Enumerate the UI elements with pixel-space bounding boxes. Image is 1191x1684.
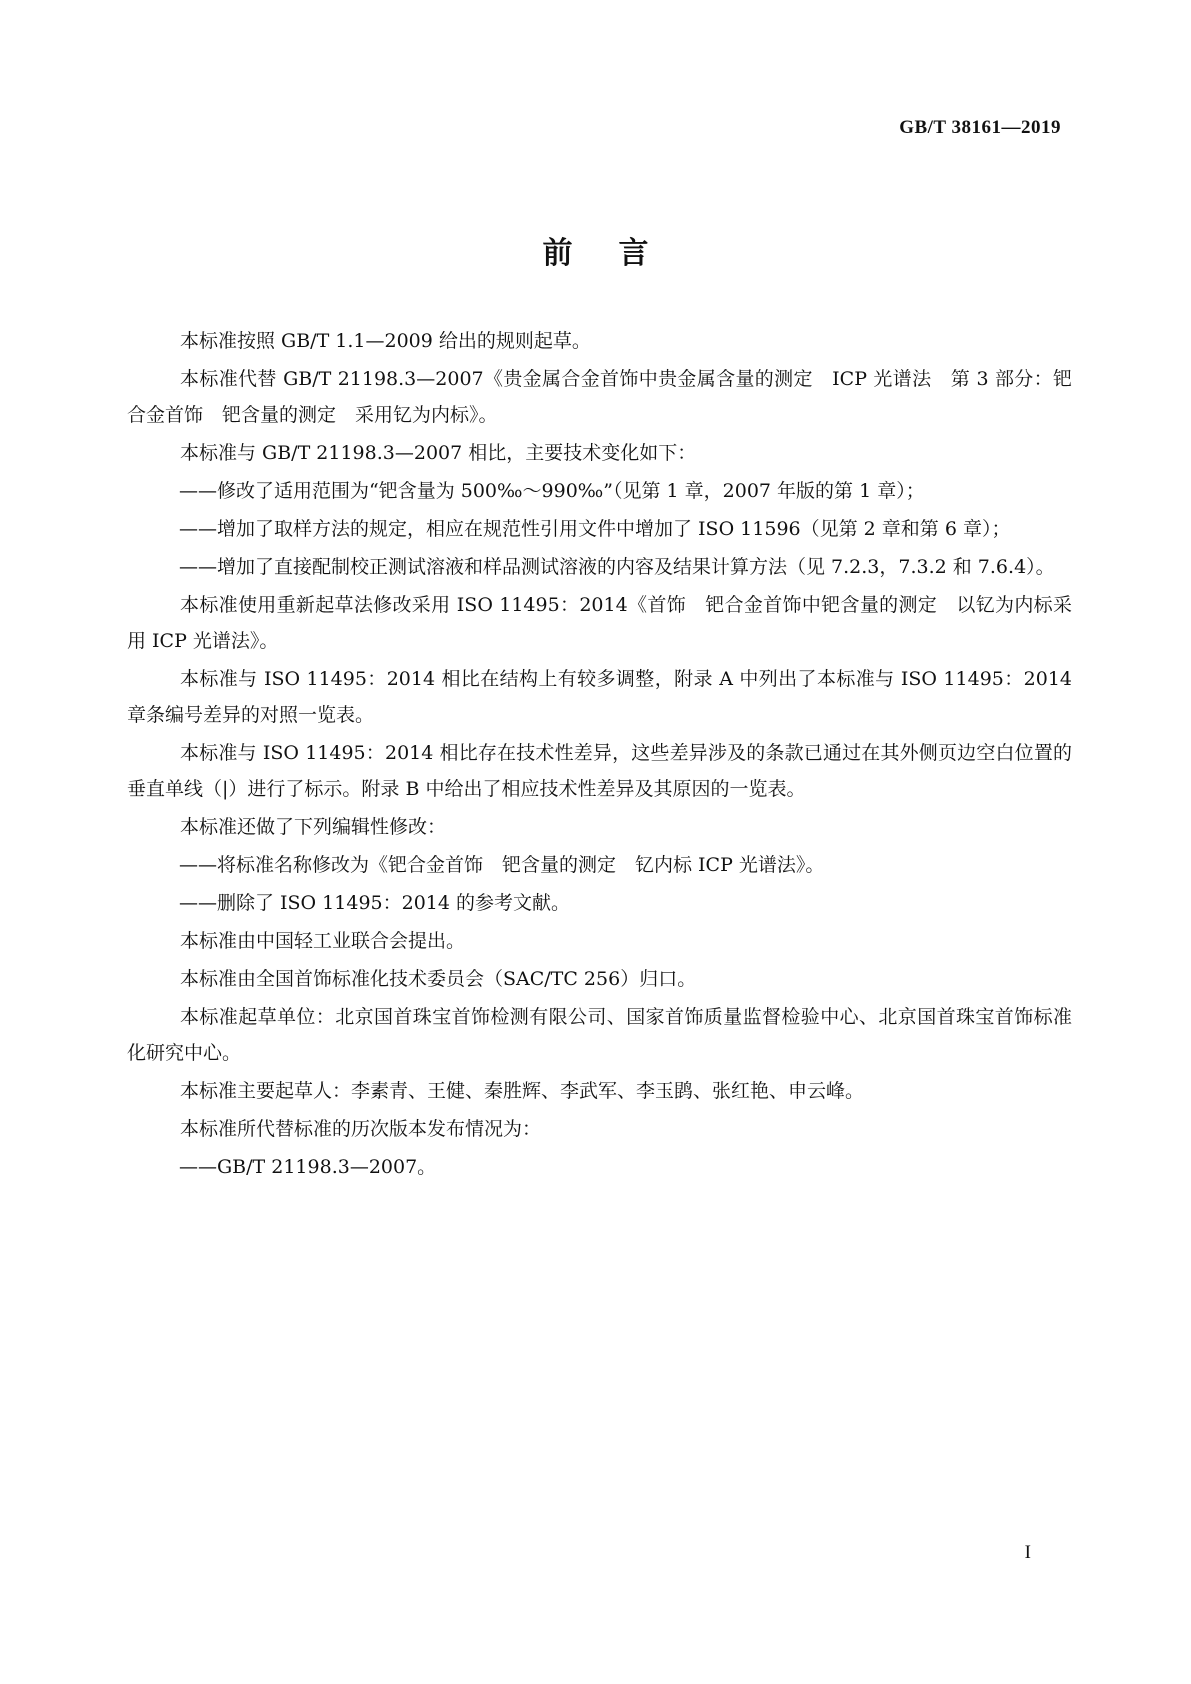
paragraph: 本标准使用重新起草法修改采用 ISO 11495：2014《首饰 钯合金首饰中钯含量的测定 以钇为内标采用 ICP 光谱法》。 [127, 594, 1072, 652]
paragraph: 本标准代替 GB/T 21198.3—2007《贵金属合金首饰中贵金属含量的测定 ICP 光谱法 第 3 部分：钯合金首饰 钯含量的测定 采用钇为内标》。 [127, 368, 1072, 426]
paragraph: 本标准还做了下列编辑性修改： [180, 816, 447, 838]
document-body [127, 323, 1072, 1187]
dash-item-text: 删除了 ISO 11495：2014 的参考文献。 [217, 892, 571, 914]
paragraph: 本标准起草单位：北京国首珠宝首饰检测有限公司、国家首饰质量监督检验中心、北京国首珠宝首饰标准化研究中心。 [127, 1006, 1072, 1064]
dash-list-item [127, 885, 1072, 921]
dash-marker: —— [179, 854, 217, 876]
dash-marker: —— [179, 892, 217, 914]
dash-marker: —— [179, 556, 217, 578]
paragraph: 本标准按照 GB/T 1.1—2009 给出的规则起草。 [180, 330, 591, 352]
dash-list-item [127, 511, 1072, 547]
dash-list-item [127, 1149, 1072, 1185]
dash-item-text: GB/T 21198.3—2007。 [217, 1156, 437, 1178]
paragraph: 本标准所代替标准的历次版本发布情况为： [180, 1118, 542, 1140]
dash-item-text: 将标准名称修改为《钯合金首饰 钯含量的测定 钇内标 ICP 光谱法》。 [217, 854, 825, 876]
dash-list-item [127, 549, 1072, 585]
dash-marker: —— [179, 1156, 217, 1178]
dash-item-text: 增加了直接配制校正测试溶液和样品测试溶液的内容及结果计算方法（见 7.2.3，7.3.2 和 7.6.4）。 [217, 556, 1055, 578]
dash-list-item [127, 473, 1072, 509]
dash-item-text: 增加了取样方法的规定，相应在规范性引用文件中增加了 ISO 11596（见第 2 章和第 6 章）； [217, 518, 1011, 540]
paragraph: 本标准与 ISO 11495：2014 相比在结构上有较多调整，附录 A 中列出了本标准与 ISO 11495：2014 章条编号差异的对照一览表。 [127, 668, 1072, 726]
standard-number: GB/T 38161—2019 [899, 117, 1061, 138]
dash-item-text: 修改了适用范围为“钯含量为 500‰～990‰”（见第 1 章，2007 年版的第 1 章）； [217, 480, 925, 502]
dash-list-item [127, 847, 1072, 883]
paragraph: 本标准与 GB/T 21198.3—2007 相比，主要技术变化如下： [180, 442, 697, 464]
dash-marker: —— [179, 518, 217, 540]
page-number: I [1024, 1542, 1031, 1563]
paragraph: 本标准由全国首饰标准化技术委员会（SAC/TC 256）归口。 [180, 968, 697, 990]
paragraph: 本标准主要起草人：李素青、王健、秦胜辉、李武军、李玉鹍、张红艳、申云峰。 [180, 1080, 865, 1102]
paragraph: 本标准由中国轻工业联合会提出。 [180, 930, 466, 952]
paragraph: 本标准与 ISO 11495：2014 相比存在技术性差异，这些差异涉及的条款已通过在其外侧页边空白位置的垂直单线（|）进行了标示。附录 B 中给出了相应技术性差异及其原因的一览表。 [127, 742, 1072, 800]
dash-marker: —— [179, 480, 217, 502]
page-title: 前言 [542, 236, 695, 271]
